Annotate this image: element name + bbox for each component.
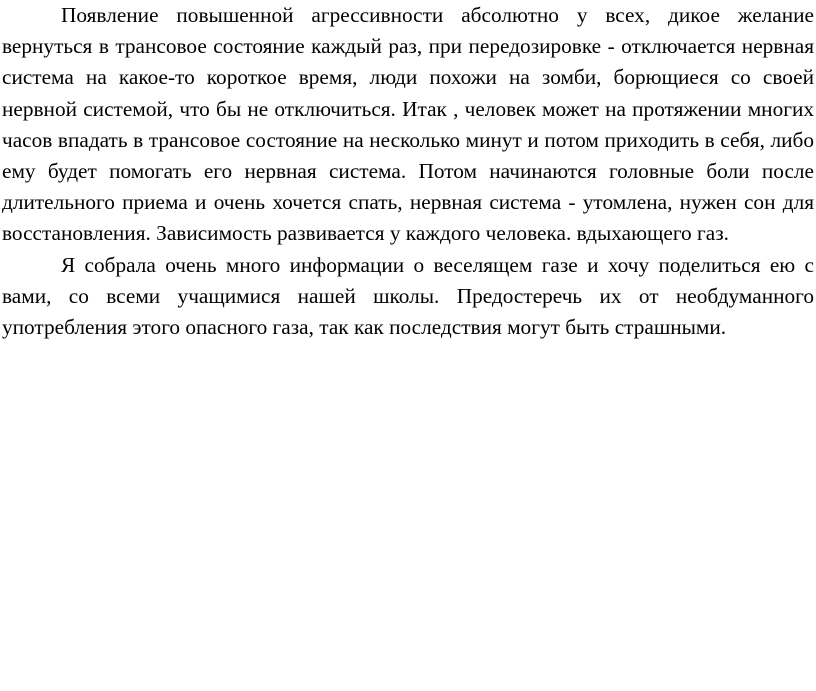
paragraph-2: Я собрала очень много информации о веселящем газе и хочу поделиться ею с вами, со всеми учащимися нашей школы. Предостеречь их от необдуманного употребления этого опасного газа, так как последствия могут быть страшными. (2, 252, 814, 340)
paragraph-1: Появление повышенной агрессивности абсолютно у всех, дикое желание вернуться в трансовое состояние каждый раз, при передозировке - отключается нервная система на какое-то короткое время, люди похожи на зомби, борющиеся со своей нервной системой, что бы не отключиться. Итак , человек может на протяжении многих часов впадать в трансовое состояние на несколько минут и потом приходить в себя, либо ему будет помогать его нервная система. Потом начинаются головные боли после длительного приема и очень хочется спать, нервная система - утомлена, нужен сон для восстановления. Зависимость развивается у каждого человека. вдыхающего газ. (2, 3, 814, 246)
document-body (2, 0, 814, 343)
